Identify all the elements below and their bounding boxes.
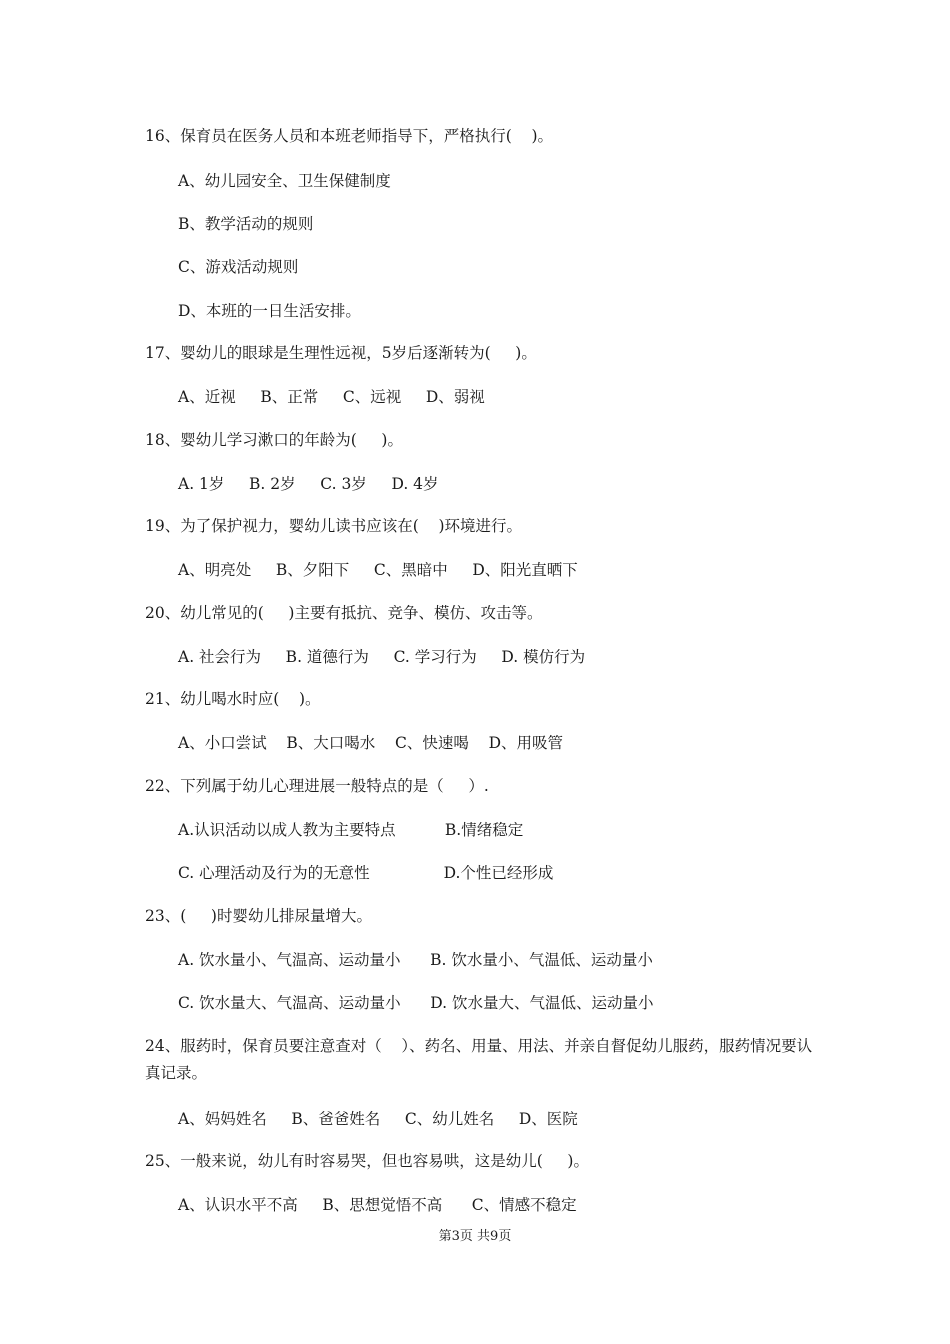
q17-options: A、近视 B、正常 C、远视 D、弱视 [178,388,485,406]
question-23: 23、( )时婴幼儿排尿量增大。 [145,907,372,925]
q23-options-row1: A. 饮水量小、气温高、运动量小 B. 饮水量小、气温低、运动量小 [178,951,653,969]
question-19: 19、为了保护视力，婴幼儿读书应该在( )环境进行。 [145,517,523,535]
question-21: 21、幼儿喝水时应( )。 [145,690,321,708]
question-22: 22、下列属于幼儿心理进展一般特点的是（ ）. [145,777,489,795]
q22-options-row2: C. 心理活动及行为的无意性 D.个性已经形成 [178,864,554,882]
q18-options: A. 1岁 B. 2岁 C. 3岁 D. 4岁 [178,475,439,493]
q20-options: A. 社会行为 B. 道德行为 C. 学习行为 D. 模仿行为 [178,648,586,666]
q16-option-b: B、教学活动的规则 [178,215,314,233]
q21-options: A、小口尝试 B、大口喝水 C、快速喝 D、用吸管 [178,734,563,752]
question-25: 25、一般来说，幼儿有时容易哭，但也容易哄，这是幼儿( )。 [145,1152,589,1170]
q16-option-c: C、游戏活动规则 [178,258,299,276]
q19-options: A、明亮处 B、夕阳下 C、黑暗中 D、阳光直晒下 [178,561,578,579]
q16-option-a: A、幼儿园安全、卫生保健制度 [178,172,391,190]
q23-options-row2: C. 饮水量大、气温高、运动量小 D. 饮水量大、气温低、运动量小 [178,994,654,1012]
q25-options: A、认识水平不高 B、思想觉悟不高 C、情感不稳定 [178,1196,577,1214]
question-16: 16、保育员在医务人员和本班老师指导下，严格执行( )。 [145,127,554,145]
question-20: 20、幼儿常见的( )主要有抵抗、竞争、模仿、攻击等。 [145,604,543,622]
question-17: 17、婴幼儿的眼球是生理性远视，5岁后逐渐转为( )。 [145,344,537,362]
page-footer: 第3页 共9页 [438,1229,512,1244]
question-24: 24、服药时，保育员要注意查对（ ）、药名、用量、用法、并亲自督促幼儿服药，服药情况要认真记录。 [145,1037,813,1082]
question-18: 18、婴幼儿学习漱口的年龄为( )。 [145,431,403,449]
q22-options-row1: A.认识活动以成人教为主要特点 B.情绪稳定 [178,821,524,839]
q16-option-d: D、本班的一日生活安排。 [178,302,361,320]
q24-options: A、妈妈姓名 B、爸爸姓名 C、幼儿姓名 D、医院 [178,1110,578,1128]
